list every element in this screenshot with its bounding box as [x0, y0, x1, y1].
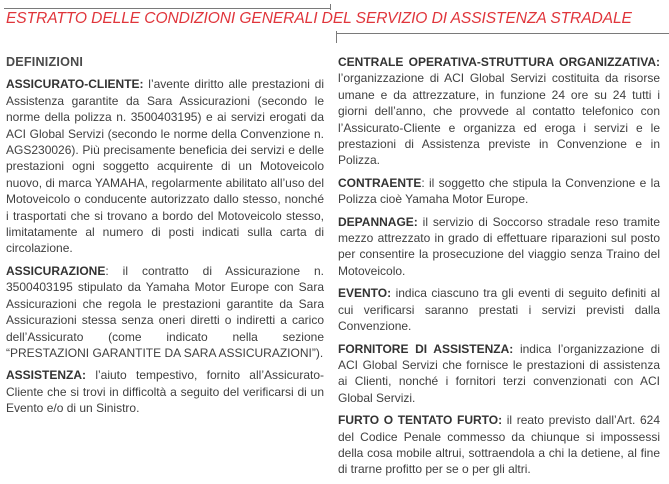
definition-text: : il contratto di Assicurazione n. 3500403195 stipulato da Yamaha Motor Europe con Sara Assicurazioni che regola le prestazioni garantite da Sara Assicurazioni stessa senza oneri diretti o indiretti a carico dell’Assicurato (come indicato nella sezione “PRESTAZIONI GARANTITE DA SARA ASSICURAZIONI”).	[6, 263, 324, 360]
definition-assicurato-cliente	[6, 76, 324, 256]
definition-term: FORNITORE DI ASSISTENZA:	[338, 341, 514, 356]
definition-text: : il soggetto che stipula la Convenzione e la Polizza cioè Yamaha Motor Europe.	[338, 175, 660, 207]
section-heading-definizioni: DEFINIZIONI	[6, 55, 84, 69]
definition-term: ASSISTENZA:	[6, 368, 87, 383]
title-rule-bottom	[336, 33, 669, 34]
definition-term: CENTRALE OPERATIVA-STRUTTURA ORGANIZZATIVA:	[338, 55, 660, 69]
definition-fornitore-di-assistenza	[338, 341, 660, 407]
definition-evento	[338, 285, 660, 334]
definition-term: CONTRAENTE	[338, 175, 422, 190]
definition-contraente	[338, 175, 660, 208]
definition-text: l’aiuto tempestivo, fornito all’Assicurato-Cliente che si trovi in difficoltà a seguito del verificarsi di un Evento e/o di un Sinistro.	[6, 368, 324, 416]
definition-assistenza	[6, 367, 324, 416]
document-title: ESTRATTO DELLE CONDIZIONI GENERALI DEL SERVIZIO DI ASSISTENZA STRADALE	[6, 10, 632, 27]
definition-term: ASSICURATO-CLIENTE:	[6, 77, 144, 92]
right-column	[338, 54, 660, 484]
left-column	[6, 54, 324, 423]
definition-term: DEPANNAGE:	[338, 214, 418, 229]
definition-text: l’avente diritto alle prestazioni di Assistenza garantite da Sara Assicurazioni (secondo le norme della polizza n. 3500403195) e ai servizi erogati da ACI Global Servizi (secondo le norme della Convenzione n. AGS230026). Più precisamente beneficia dei servizi e delle prestazioni ogni soggetto acquirente di un Motoveicolo nuovo, di marca YAMAHA, regolarmente abilitato all’uso del Motoveicolo o conducente autorizzato dallo stesso, nonché i trasportati che si trovano a bordo del Motoveicolo stesso, limitatamente al numero di posti indicati sulla carta di circolazione.	[6, 77, 324, 256]
title-rule-top	[4, 8, 330, 9]
definition-assicurazione	[6, 263, 324, 361]
definition-term: ASSICURAZIONE	[6, 263, 106, 278]
definition-text: indica l’organizzazione di ACI Global Servizi che fornisce le prestazioni di assistenza ai Clienti, nonché i fornitori terzi convenzionati con ACI Global Servizi.	[338, 341, 660, 405]
definition-text: indica ciascuno tra gli eventi di seguito definiti al cui verificarsi saranno prestati i servizi previsti dalla Convenzione.	[338, 286, 660, 334]
definition-text: il reato previsto dall’Art. 624 del Codice Penale commesso da chiunque si impossessi della cosa mobile altrui, sottraendola a chi la detiene, al fine di trarne profitto per se o per gli altri.	[338, 413, 660, 477]
definition-furto	[338, 412, 660, 478]
title-rule-bottom-tick	[336, 31, 337, 43]
definition-depannage	[338, 214, 660, 280]
definition-term: EVENTO:	[338, 286, 392, 301]
definition-text: l’organizzazione di ACI Global Servizi costituita da risorse umane e da attrezzature, in funzione 24 ore su 24 tutti i giorni dell’anno, che provvede al contatto telefonico con l’Assicurato-Cliente e organizza ed eroga i servizi e le prestazioni di Assistenza previste in Convenzione e in Polizza.	[338, 71, 660, 168]
definition-centrale-operativa	[338, 54, 660, 169]
definition-text: il servizio di Soccorso stradale reso tramite mezzo attrezzato in grado di effettuare riparazioni sul posto per consentire la prosecuzione del viaggio senza Traino del Motoveicolo.	[338, 214, 660, 278]
definition-term: FURTO O TENTATO FURTO:	[338, 413, 503, 428]
